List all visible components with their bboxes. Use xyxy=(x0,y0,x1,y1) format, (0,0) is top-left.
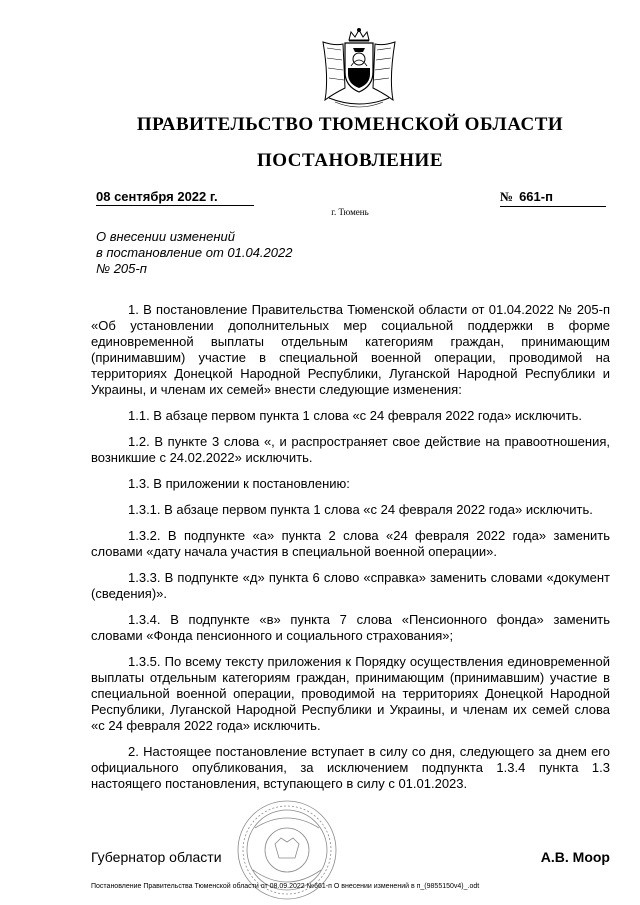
document-kind: ПОСТАНОВЛЕНИЕ xyxy=(256,150,444,171)
number-value: 661-п xyxy=(519,189,553,204)
document-footer: Постановление Правительства Тюменской области от 08.09.2022 №661-п О внесении изменений в п_(9855150v4)_.odt xyxy=(91,883,480,890)
body-paragraph: 2. Настоящее постановление вступает в силу со дня, следующего за днем его официального опубликования, за исключением подпункта 1.3.4 пункта 1.3 настоящего постановления, вступающего в силу с 01.01.2023. xyxy=(91,744,610,791)
government-title: ПРАВИТЕЛЬСТВО ТЮМЕНСКОЙ ОБЛАСТИ xyxy=(136,114,564,135)
city-label: г. Тюмень xyxy=(331,207,369,217)
body-paragraph: 1.3.3. В подпункте «д» пункта 6 слово «справка» заменить словами «документ (сведения)». xyxy=(91,570,610,601)
body-paragraph: 1.2. В пункте 3 слова «, и распространяет свое действие на правоотношения, возникшие с 24.02.2022» исключить. xyxy=(91,434,610,465)
subject-line: № 205-п xyxy=(96,261,147,276)
body-paragraph: 1.3.2. В подпункте «а» пункта 2 слова «24 февраля 2022 года» заменить словами «дату начала участия в специальной военной операции». xyxy=(91,528,610,559)
body-paragraph: 1.3.5. По всему тексту приложения к Порядку осуществления единовременной выплаты отдельным категориям граждан, принимающим (принимавшим) участие в специальной военной операции, проводимой на территориях Донецкой Народной Республики, Луганской Народной Республики и Украины, и членам их семей слова «с 24 февраля 2022 года» исключить. xyxy=(91,654,610,733)
subject-line: О внесении изменений xyxy=(96,229,235,244)
document-number xyxy=(500,189,606,207)
coat-of-arms-emblem xyxy=(315,28,403,108)
document-date: 08 сентября 2022 г. xyxy=(96,189,254,206)
body-paragraph: 1.3.4. В подпункте «в» пункта 7 слова «Пенсионного фонда» заменить словами «Фонда пенсионного и социального страхования»; xyxy=(91,612,610,643)
signatory-name: А.В. Моор xyxy=(540,849,610,865)
subject-line: в постановление от 01.04.2022 xyxy=(96,245,293,260)
number-sign: № xyxy=(500,189,514,204)
document-body xyxy=(91,302,610,792)
body-paragraph: 1.3.1. В абзаце первом пункта 1 слова «с 24 февраля 2022 года» исключить. xyxy=(128,502,593,517)
signatory-role: Губернатор области xyxy=(91,849,222,865)
body-paragraph: 1.3. В приложении к постановлению: xyxy=(128,476,350,491)
body-paragraph: 1.1. В абзаце первом пункта 1 слова «с 24 февраля 2022 года» исключить. xyxy=(128,408,582,423)
body-paragraph: 1. В постановление Правительства Тюменской области от 01.04.2022 № 205-п «Об установлении дополнительных мер социальной поддержки в форме единовременной выплаты отдельным категориям граждан, принимающим (принимавшим) участие в специальной военной операции, проводимой на территориях Донецкой Народной Республики, Луганской Народной Республики и Украины, и членам их семей» внести следующие изменения: xyxy=(91,302,610,397)
document-subject xyxy=(96,229,396,277)
